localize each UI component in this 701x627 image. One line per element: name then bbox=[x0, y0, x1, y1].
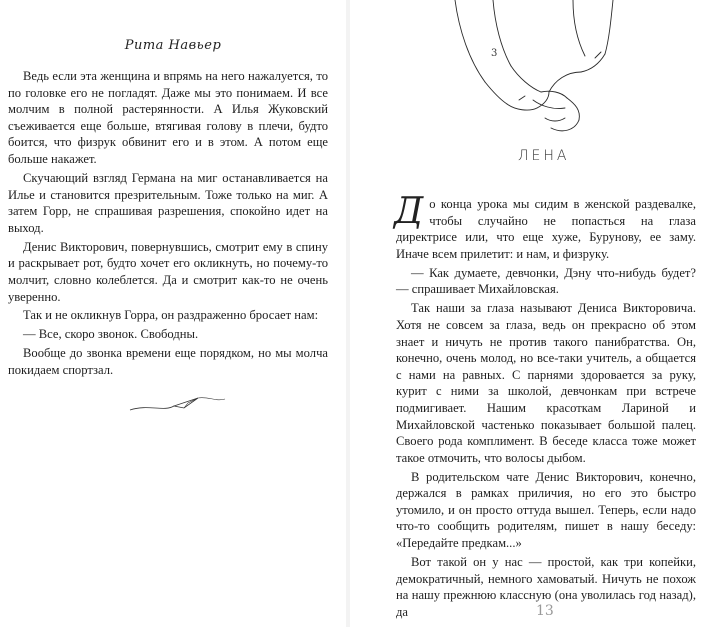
paragraph: — Как думаете, девчонки, Дэну что-нибудь будет? — спрашивает Михайловская. bbox=[396, 265, 696, 297]
paragraph: — Все, скоро звонок. Свободны. bbox=[23, 327, 199, 342]
chapter-number: 3 bbox=[491, 48, 498, 59]
paragraph: Так и не окликнув Горра, он раздраженно бросает нам: bbox=[23, 308, 319, 323]
paragraph: Так наши за глаза называют Дениса Викторовича. Хотя не совсем за глаза, ведь он прекрасно об этом знает и ничуть не против такого панибратства. Он, конечно, очень молод, но все-таки учитель, а общается с нами на равных. С парнями здоровается за руку, курит с ними за школой, девчонкам при встрече подмигивает. Нашим красоткам Лариной и Михайловской частенько показывает большой палец. Своего рода комплимент. В беседе класса тоже может такое отмочить, что волосы дыбом. bbox=[396, 301, 696, 465]
running-head: Рита Навьер bbox=[124, 38, 222, 53]
left-page bbox=[0, 0, 346, 627]
paragraph: Вообще до звонка времени еще порядком, но мы молча покидаем спортзал. bbox=[8, 346, 328, 378]
right-page bbox=[350, 0, 701, 627]
paragraph: Скучающий взгляд Германа на миг останавливается на Илье и становится презрительным. Тоже только на миг. А затем Горр, не спрашивая разрешения, спокойно идет на выход. bbox=[8, 170, 328, 235]
chapter-title: ЛЕНА bbox=[518, 148, 570, 164]
paragraph: Денис Викторович, повернувшись, смотрит ему в спину и раскрывает рот, будто хочет его окликнуть, но почему-то молчит, словно колеблется. Да и смотрит как-то не очень уверенно. bbox=[8, 239, 328, 304]
paragraph: Вот такой он у нас — простой, как три копейки, демократичный, немного хамоватый. Ничуть не похож на нашу прежнюю классную (она уволилась год назад), да bbox=[396, 555, 696, 619]
drop-cap: Д bbox=[394, 191, 424, 232]
paragraph bbox=[394, 191, 696, 262]
paragraph-text: о конца урока мы сидим в женской раздевалке, чтобы случайно не попасться на глаза директрисе или, что еще хуже, Бурунову, ее заму. Иначе всем прилетит: и нам, и физруку. bbox=[396, 197, 696, 261]
right-page-text bbox=[394, 191, 696, 620]
left-page-text bbox=[8, 68, 328, 379]
paragraph: Ведь если эта женщина и впрямь на него нажалуется, то по головке его не погладят. Даже мы это понимаем. И все молчим в полной растерянности. А Илья Жуковский съеживается еще больше, втягивая голову в плечи, будто боится, что физрук обвинит его и в этом. А потом еще больше накажет. bbox=[8, 69, 328, 166]
holding-hands-illustration bbox=[445, 0, 615, 140]
page-number: 13 bbox=[536, 603, 554, 619]
paper-plane-icon bbox=[128, 390, 228, 416]
paragraph: В родительском чате Денис Викторович, конечно, держался в рамках приличия, но его это быстро утомило, и он просто оттуда вышел. Теперь, если надо что-то сообщить родителям, пишет в нашу беседу: «Передайте предкам...» bbox=[396, 469, 696, 551]
